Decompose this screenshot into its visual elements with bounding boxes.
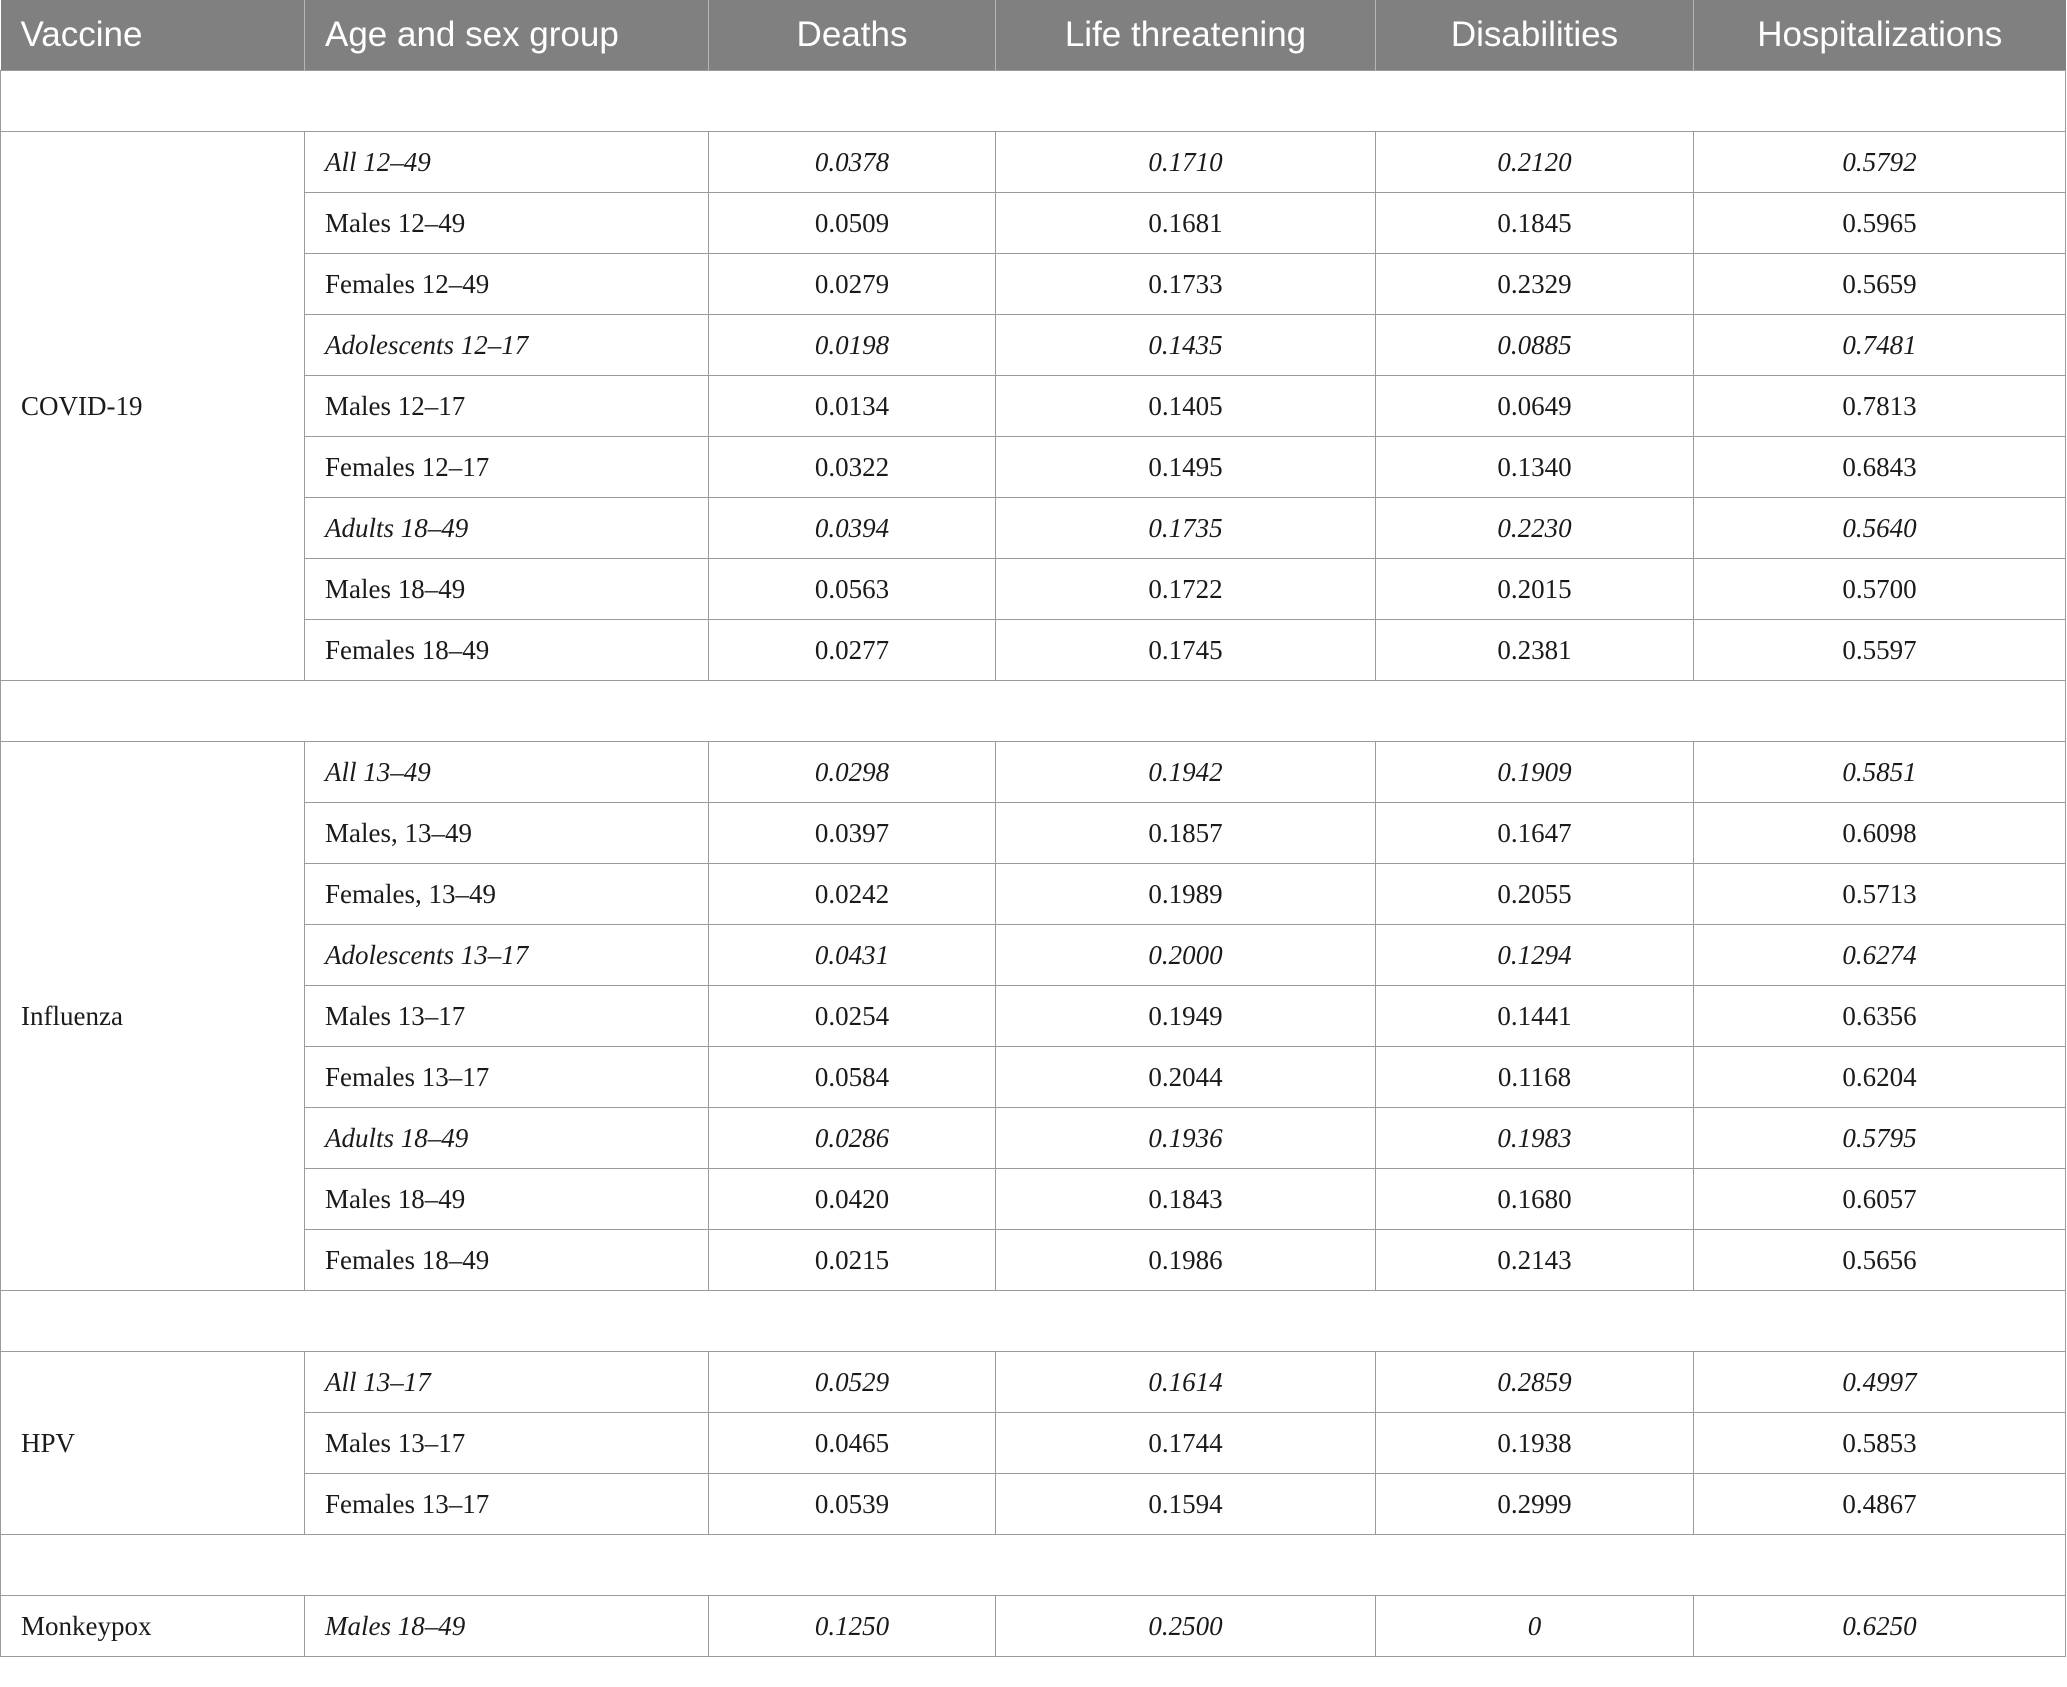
hospitalizations-cell: 0.5640	[1694, 498, 2066, 559]
deaths-cell: 0.0198	[709, 315, 996, 376]
age-sex-group-cell: Males 12–17	[305, 376, 709, 437]
disabilities-cell: 0.2859	[1376, 1352, 1694, 1413]
header-deaths: Deaths	[709, 0, 996, 71]
age-sex-group-cell: All 13–17	[305, 1352, 709, 1413]
table-row	[1, 376, 2066, 437]
deaths-cell: 0.0431	[709, 925, 996, 986]
hospitalizations-cell: 0.5853	[1694, 1413, 2066, 1474]
table-row	[1, 1108, 2066, 1169]
hospitalizations-cell: 0.4997	[1694, 1352, 2066, 1413]
deaths-cell: 0.0254	[709, 986, 996, 1047]
life-threatening-cell: 0.2500	[996, 1596, 1376, 1657]
table-row	[1, 498, 2066, 559]
hospitalizations-cell: 0.5659	[1694, 254, 2066, 315]
age-sex-group-cell: Females 12–49	[305, 254, 709, 315]
table-row	[1, 1413, 2066, 1474]
age-sex-group-cell: Males 12–49	[305, 193, 709, 254]
header-disabilities: Disabilities	[1376, 0, 1694, 71]
table-row	[1, 559, 2066, 620]
section-spacer-row	[1, 681, 2066, 742]
table-row	[1, 803, 2066, 864]
header-hospitalizations: Hospitalizations	[1694, 0, 2066, 71]
table-row	[1, 742, 2066, 803]
deaths-cell: 0.0509	[709, 193, 996, 254]
disabilities-cell: 0.1938	[1376, 1413, 1694, 1474]
disabilities-cell: 0.1845	[1376, 193, 1694, 254]
hospitalizations-cell: 0.5792	[1694, 132, 2066, 193]
hospitalizations-cell: 0.5851	[1694, 742, 2066, 803]
table-row	[1, 1169, 2066, 1230]
life-threatening-cell: 0.2044	[996, 1047, 1376, 1108]
vaccine-cell: Influenza	[1, 742, 305, 1291]
age-sex-group-cell: Females, 13–49	[305, 864, 709, 925]
header-vaccine: Vaccine	[1, 0, 305, 71]
hospitalizations-cell: 0.5795	[1694, 1108, 2066, 1169]
vaccine-cell: Monkeypox	[1, 1596, 305, 1657]
life-threatening-cell: 0.1710	[996, 132, 1376, 193]
deaths-cell: 0.0215	[709, 1230, 996, 1291]
spacer-cell	[1, 71, 2066, 132]
section-spacer-row	[1, 1291, 2066, 1352]
hospitalizations-cell: 0.5597	[1694, 620, 2066, 681]
table-row	[1, 315, 2066, 376]
disabilities-cell: 0.2230	[1376, 498, 1694, 559]
table-row	[1, 1474, 2066, 1535]
hospitalizations-cell: 0.6057	[1694, 1169, 2066, 1230]
age-sex-group-cell: Adults 18–49	[305, 1108, 709, 1169]
table-row	[1, 925, 2066, 986]
deaths-cell: 0.0420	[709, 1169, 996, 1230]
life-threatening-cell: 0.1681	[996, 193, 1376, 254]
disabilities-cell: 0.1680	[1376, 1169, 1694, 1230]
age-sex-group-cell: Females 18–49	[305, 1230, 709, 1291]
age-sex-group-cell: All 13–49	[305, 742, 709, 803]
hospitalizations-cell: 0.5700	[1694, 559, 2066, 620]
disabilities-cell: 0.2381	[1376, 620, 1694, 681]
disabilities-cell: 0.1983	[1376, 1108, 1694, 1169]
table-row	[1, 986, 2066, 1047]
age-sex-group-cell: Females 12–17	[305, 437, 709, 498]
age-sex-group-cell: Females 13–17	[305, 1474, 709, 1535]
age-sex-group-cell: Females 13–17	[305, 1047, 709, 1108]
hospitalizations-cell: 0.6356	[1694, 986, 2066, 1047]
vaccine-cell: COVID-19	[1, 132, 305, 681]
deaths-cell: 0.0279	[709, 254, 996, 315]
disabilities-cell: 0.2143	[1376, 1230, 1694, 1291]
disabilities-cell: 0.2329	[1376, 254, 1694, 315]
disabilities-cell: 0.1647	[1376, 803, 1694, 864]
table-row	[1, 193, 2066, 254]
disabilities-cell: 0.1168	[1376, 1047, 1694, 1108]
deaths-cell: 0.0378	[709, 132, 996, 193]
hospitalizations-cell: 0.6204	[1694, 1047, 2066, 1108]
life-threatening-cell: 0.1989	[996, 864, 1376, 925]
header-life-threatening: Life threatening	[996, 0, 1376, 71]
life-threatening-cell: 0.1936	[996, 1108, 1376, 1169]
vaccine-cell: HPV	[1, 1352, 305, 1535]
table-row	[1, 1047, 2066, 1108]
table-row	[1, 620, 2066, 681]
hospitalizations-cell: 0.6098	[1694, 803, 2066, 864]
deaths-cell: 0.0563	[709, 559, 996, 620]
table-header	[1, 0, 2066, 71]
life-threatening-cell: 0.1405	[996, 376, 1376, 437]
table-row	[1, 1230, 2066, 1291]
life-threatening-cell: 0.1745	[996, 620, 1376, 681]
age-sex-group-cell: Adults 18–49	[305, 498, 709, 559]
table-body	[1, 71, 2066, 1657]
deaths-cell: 0.0286	[709, 1108, 996, 1169]
life-threatening-cell: 0.1495	[996, 437, 1376, 498]
hospitalizations-cell: 0.6274	[1694, 925, 2066, 986]
disabilities-cell: 0.0885	[1376, 315, 1694, 376]
table-row	[1, 132, 2066, 193]
age-sex-group-cell: Adolescents 12–17	[305, 315, 709, 376]
deaths-cell: 0.0394	[709, 498, 996, 559]
disabilities-cell: 0.1294	[1376, 925, 1694, 986]
header-row	[1, 0, 2066, 71]
life-threatening-cell: 0.1942	[996, 742, 1376, 803]
deaths-cell: 0.0539	[709, 1474, 996, 1535]
disabilities-cell: 0.2015	[1376, 559, 1694, 620]
hospitalizations-cell: 0.6843	[1694, 437, 2066, 498]
deaths-cell: 0.0277	[709, 620, 996, 681]
age-sex-group-cell: All 12–49	[305, 132, 709, 193]
table-row	[1, 254, 2066, 315]
hospitalizations-cell: 0.5656	[1694, 1230, 2066, 1291]
spacer-cell	[1, 1291, 2066, 1352]
disabilities-cell: 0.1340	[1376, 437, 1694, 498]
hospitalizations-cell: 0.5965	[1694, 193, 2066, 254]
disabilities-cell: 0	[1376, 1596, 1694, 1657]
spacer-cell	[1, 1535, 2066, 1596]
table-row	[1, 864, 2066, 925]
deaths-cell: 0.0465	[709, 1413, 996, 1474]
age-sex-group-cell: Males 13–17	[305, 986, 709, 1047]
life-threatening-cell: 0.1435	[996, 315, 1376, 376]
life-threatening-cell: 0.1986	[996, 1230, 1376, 1291]
age-sex-group-cell: Males 18–49	[305, 559, 709, 620]
age-sex-group-cell: Males 18–49	[305, 1169, 709, 1230]
table-row	[1, 1596, 2066, 1657]
hospitalizations-cell: 0.7813	[1694, 376, 2066, 437]
hospitalizations-cell: 0.4867	[1694, 1474, 2066, 1535]
deaths-cell: 0.0584	[709, 1047, 996, 1108]
life-threatening-cell: 0.1857	[996, 803, 1376, 864]
deaths-cell: 0.1250	[709, 1596, 996, 1657]
disabilities-cell: 0.1909	[1376, 742, 1694, 803]
life-threatening-cell: 0.1735	[996, 498, 1376, 559]
section-spacer-row	[1, 71, 2066, 132]
age-sex-group-cell: Males 13–17	[305, 1413, 709, 1474]
life-threatening-cell: 0.2000	[996, 925, 1376, 986]
deaths-cell: 0.0322	[709, 437, 996, 498]
disabilities-cell: 0.0649	[1376, 376, 1694, 437]
deaths-cell: 0.0529	[709, 1352, 996, 1413]
deaths-cell: 0.0397	[709, 803, 996, 864]
hospitalizations-cell: 0.6250	[1694, 1596, 2066, 1657]
disabilities-cell: 0.1441	[1376, 986, 1694, 1047]
life-threatening-cell: 0.1733	[996, 254, 1376, 315]
life-threatening-cell: 0.1843	[996, 1169, 1376, 1230]
disabilities-cell: 0.2055	[1376, 864, 1694, 925]
life-threatening-cell: 0.1744	[996, 1413, 1376, 1474]
age-sex-group-cell: Males, 13–49	[305, 803, 709, 864]
life-threatening-cell: 0.1722	[996, 559, 1376, 620]
deaths-cell: 0.0134	[709, 376, 996, 437]
hospitalizations-cell: 0.5713	[1694, 864, 2066, 925]
deaths-cell: 0.0242	[709, 864, 996, 925]
hospitalizations-cell: 0.7481	[1694, 315, 2066, 376]
table-row	[1, 1352, 2066, 1413]
deaths-cell: 0.0298	[709, 742, 996, 803]
life-threatening-cell: 0.1949	[996, 986, 1376, 1047]
header-age-sex-group: Age and sex group	[305, 0, 709, 71]
table-row	[1, 437, 2066, 498]
section-spacer-row	[1, 1535, 2066, 1596]
spacer-cell	[1, 681, 2066, 742]
life-threatening-cell: 0.1594	[996, 1474, 1376, 1535]
age-sex-group-cell: Adolescents 13–17	[305, 925, 709, 986]
age-sex-group-cell: Females 18–49	[305, 620, 709, 681]
life-threatening-cell: 0.1614	[996, 1352, 1376, 1413]
age-sex-group-cell: Males 18–49	[305, 1596, 709, 1657]
disabilities-cell: 0.2999	[1376, 1474, 1694, 1535]
disabilities-cell: 0.2120	[1376, 132, 1694, 193]
